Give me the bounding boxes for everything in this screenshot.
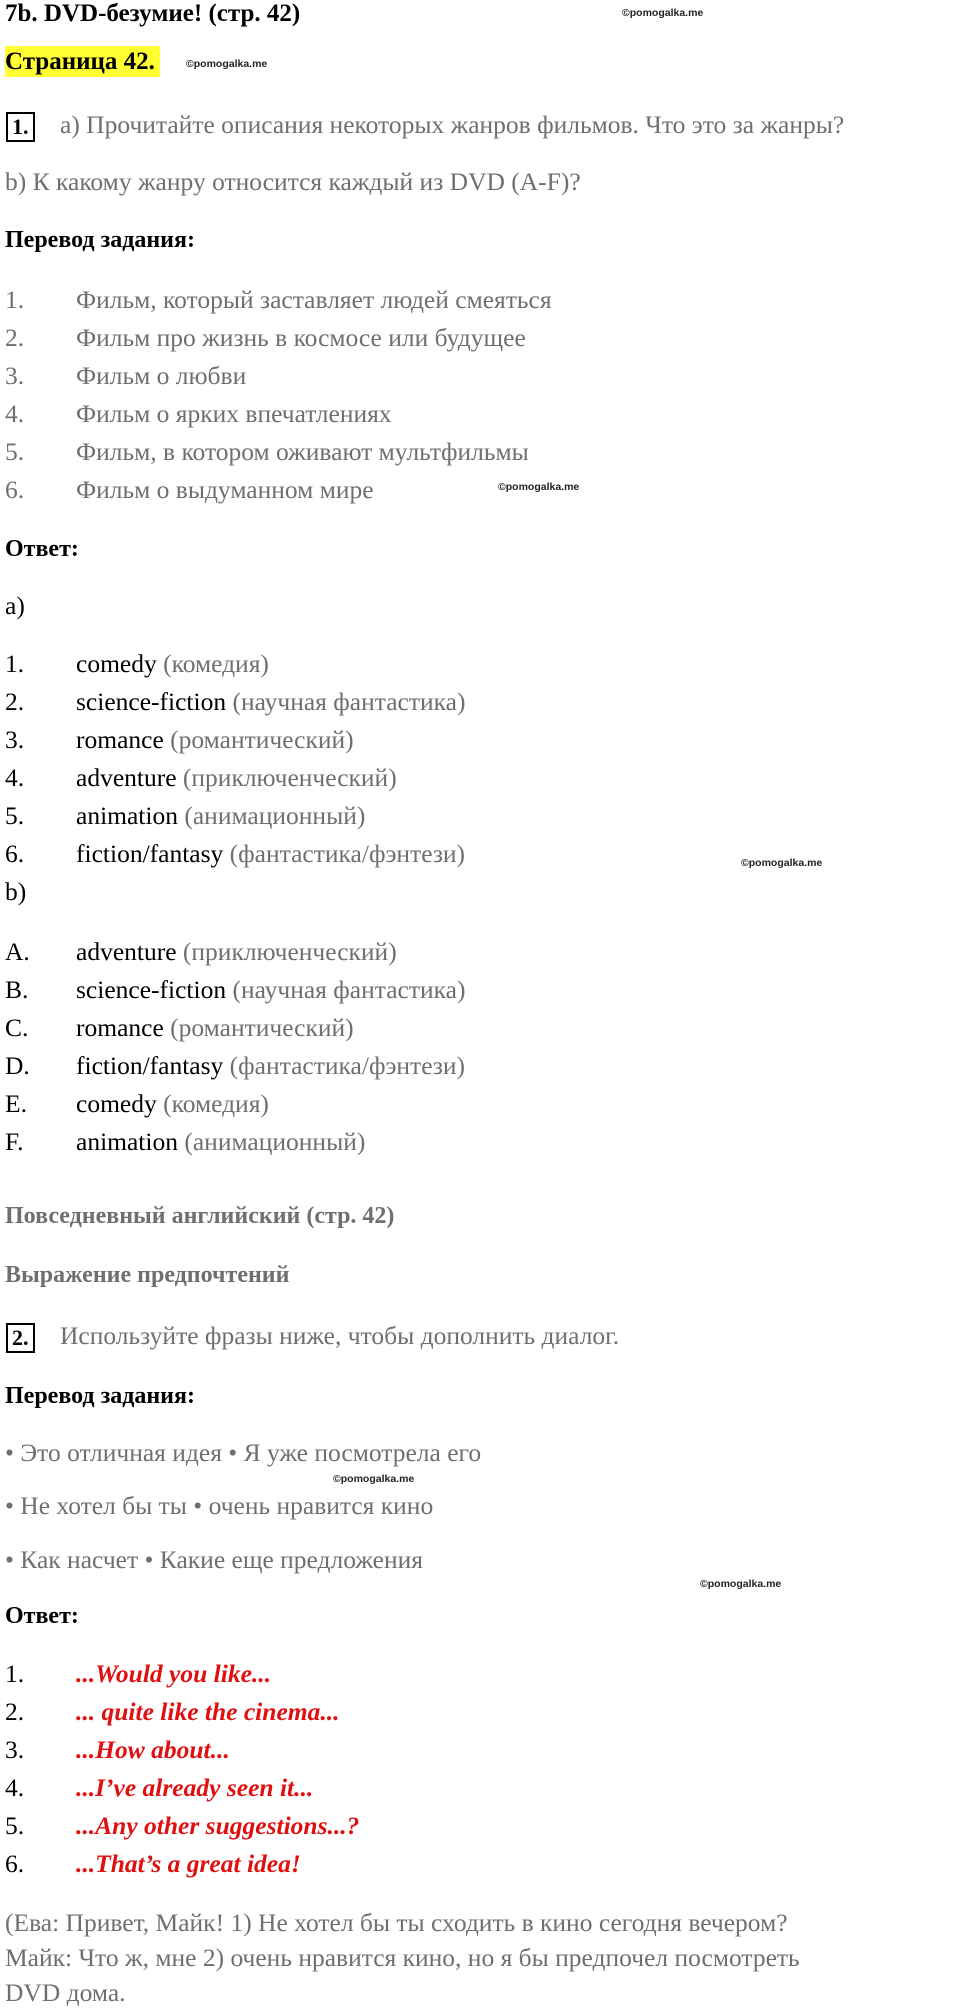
list-item: 2. ... quite like the cinema... — [5, 1697, 340, 1726]
list-item: A. adventure (приключенческий) — [5, 937, 397, 966]
list-item: 5. animation (анимационный) — [5, 801, 366, 830]
answer-heading-1: Ответ: — [5, 536, 79, 562]
list-item: 5. Фильм, в котором оживают мультфильмы — [5, 437, 529, 466]
page-title: 7b. DVD-безумие! (стр. 42) — [5, 0, 301, 27]
preferences-heading: Выражение предпочтений — [5, 1262, 290, 1288]
watermark: ©pomogalka.me — [700, 1578, 782, 1590]
task-2-number-box: 2. — [6, 1323, 35, 1353]
dialog-line-2: Майк: Что ж, мне 2) очень нравится кино, но я бы предпочел посмотреть — [5, 1943, 800, 1972]
list-item: 4. adventure (приключенческий) — [5, 763, 397, 792]
watermark: ©pomogalka.me — [622, 7, 704, 19]
list-item: 4. Фильм о ярких впечатлениях — [5, 399, 392, 428]
list-item: D. fiction/fantasy (фантастика/фэнтези) — [5, 1051, 466, 1080]
phrases-line-2: • Не хотел бы ты • очень нравится кино — [5, 1491, 434, 1520]
list-item: C. romance (романтический) — [5, 1013, 354, 1042]
list-item: 6. fiction/fantasy (фантастика/фэнтези) — [5, 839, 466, 868]
list-item: F. animation (анимационный) — [5, 1127, 366, 1156]
translation-heading-2: Перевод задания: — [5, 1383, 195, 1409]
list-item: 1. Фильм, который заставляет людей смеяться — [5, 285, 552, 314]
everyday-english-heading: Повседневный английский (стр. 42) — [5, 1203, 395, 1229]
list-item: 1. comedy (комедия) — [5, 649, 269, 678]
list-item: 6. ...That’s a great idea! — [5, 1849, 301, 1878]
list-item: 2. Фильм про жизнь в космосе или будущее — [5, 323, 526, 352]
list-item: 3. ...How about... — [5, 1735, 230, 1764]
part-b-label: b) — [5, 877, 27, 906]
task-1-text-b: b) К какому жанру относится каждый из DVD (A-F)? — [5, 167, 581, 196]
list-item: 1. ...Would you like... — [5, 1659, 272, 1688]
watermark: ©pomogalka.me — [333, 1473, 415, 1485]
list-item: 6. Фильм о выдуманном мире — [5, 475, 374, 504]
task-2-text: Используйте фразы ниже, чтобы дополнить диалог. — [60, 1321, 620, 1350]
list-item: B. science-fiction (научная фантастика) — [5, 975, 466, 1004]
page-label — [5, 48, 160, 76]
task-1-text-a: a) Прочитайте описания некоторых жанров фильмов. Что это за жанры? — [60, 110, 845, 139]
watermark: ©pomogalka.me — [498, 481, 580, 493]
list-item: 3. romance (романтический) — [5, 725, 354, 754]
list-item: E. comedy (комедия) — [5, 1089, 269, 1118]
watermark: ©pomogalka.me — [186, 58, 268, 70]
dialog-line-1: (Ева: Привет, Майк! 1) Не хотел бы ты сходить в кино сегодня вечером? — [5, 1908, 788, 1937]
page-label-text: Страница 42. — [5, 46, 160, 77]
list-item: 3. Фильм о любви — [5, 361, 247, 390]
phrases-line-1: • Это отличная идея • Я уже посмотрела его — [5, 1438, 482, 1467]
dialog-line-3: DVD дома. — [5, 1978, 126, 2007]
list-item: 2. science-fiction (научная фантастика) — [5, 687, 466, 716]
translation-heading-1: Перевод задания: — [5, 227, 195, 253]
list-item: 4. ...I’ve already seen it... — [5, 1773, 314, 1802]
task-1-number-box: 1. — [6, 112, 35, 142]
answer-heading-2: Ответ: — [5, 1603, 79, 1629]
watermark: ©pomogalka.me — [741, 857, 823, 869]
list-item: 5. ...Any other suggestions...? — [5, 1811, 360, 1840]
phrases-line-3: • Как насчет • Какие еще предложения — [5, 1545, 423, 1574]
part-a-label: a) — [5, 591, 25, 620]
